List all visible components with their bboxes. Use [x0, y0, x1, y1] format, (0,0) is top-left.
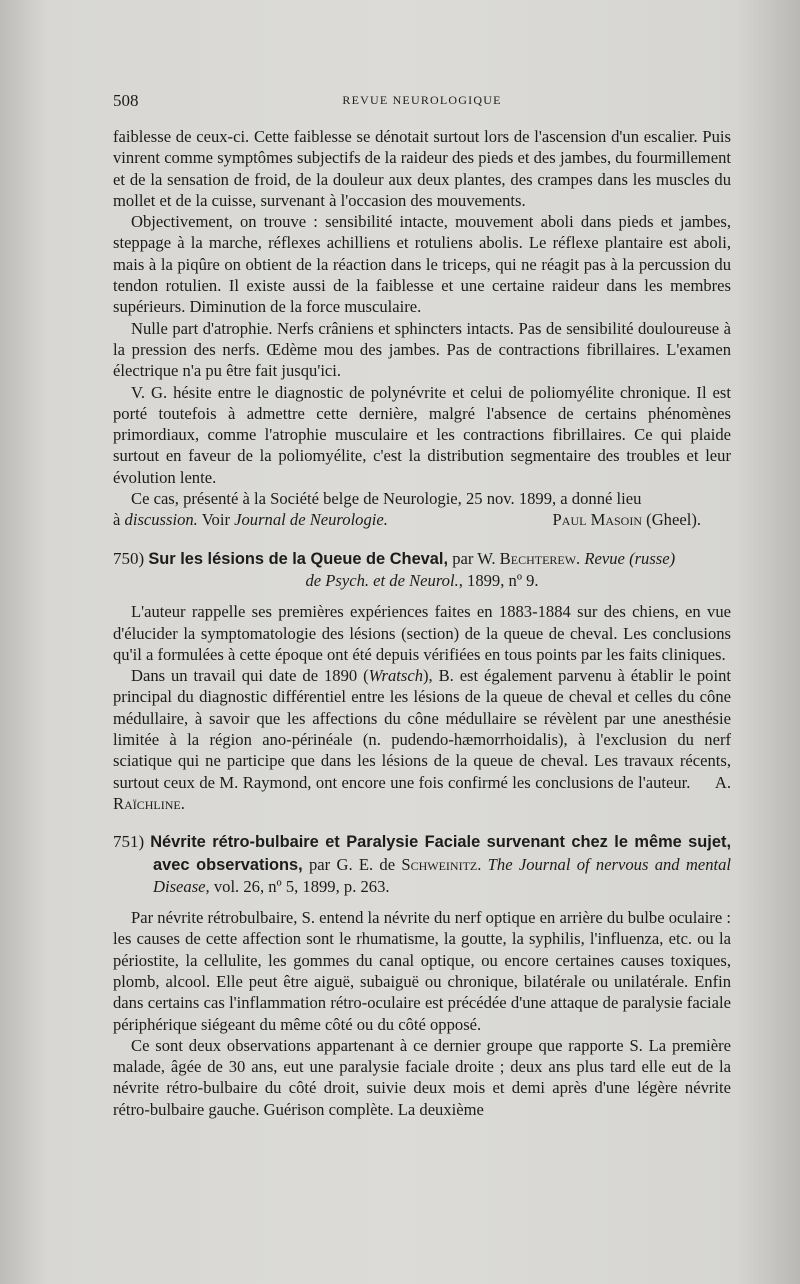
abstract-751 — [113, 831, 731, 1120]
abstract-citation: de Psych. et de Neurol., 1899, nº 9. — [305, 570, 539, 590]
paragraph: Dans un travail qui date de 1890 (Wratsch), B. est également parvenu à établir le point principal du diagnostic différentiel entre les lésions de la queue de cheval et celles du cône médullaire, à savoir que les affections du cône médullaire se révèlent par une anesthésie limitée à la région ano-périnéale (n. pudendo-hæmorrhoidalis), à l'exclusion du nerf sciatique qui ne participe que dans les lésions de la queue de cheval. Les travaux récents, surtout ceux de M. Raymond, ont encore une fois confirmé les conclusions de l'auteur. A. Raïchline. — [113, 666, 731, 813]
page-content — [113, 90, 731, 1120]
paragraph: Objectivement, on trouve : sensibilité intacte, mouvement aboli dans pieds et jambes, steppage à la marche, réflexes achilliens et rotuliens abolis. Le réflexe plantaire est aboli, mais à la piqûre on obtient de la réaction dans le triceps, qui ne réagit pas à la percussion du tendon rotulien. Il existe aussi de la faiblesse et une certaine raideur dans les membres supérieurs. Diminution de la force musculaire. — [113, 212, 731, 317]
paragraph: V. G. hésite entre le diagnostic de polynévrite et celui de poliomyélite chronique. Il est porté toutefois à admettre cette dernière, malgré l'absence de certains phénomènes primordiaux, comme l'atrophie musculaire et les contractions fibrillaires. Ce qui plaide surtout en faveur de la poliomyélite, c'est la distribution segmentaire des troubles et leur évolution lente. — [113, 382, 731, 487]
paragraph: Ce cas, présenté à la Société belge de Neurologie, 25 nov. 1899, a donné lieu — [131, 489, 642, 509]
abstract-author: Schweinitz. — [401, 854, 482, 874]
paragraph: Ce sont deux observations appartenant à ce dernier groupe que rapporte S. La première malade, âgée de 30 ans, eut une paralysie faciale droite ; deux ans plus tard elle eut de la névrite rétro-bulbaire du côté droit, suivie deux mois et demi après d'une légère névrite rétro-bulbaire gauche. Guérison complète. La deuxième — [113, 1035, 731, 1119]
abstract-author: Bechterew. — [499, 548, 581, 568]
abstract-heading: 750) Sur les lésions de la Queue de Cheval, par W. Bechterew. Revue (russe) de Psych. et de Neurol., 1899, nº 9. — [113, 548, 731, 592]
page-header — [113, 90, 731, 126]
abstract-750 — [113, 548, 731, 815]
reviewer-signature: A. Raïchline. — [113, 772, 731, 813]
paragraph: Nulle part d'atrophie. Nerfs crâniens et sphincters intacts. Pas de sensibilité douloureuse à la pression des nerfs. Œdème mou des jambes. Pas de contractions fibrillaires. L'examen électrique n'a pu être fait jusqu'ici. — [113, 318, 731, 381]
abstract-number: 750) — [113, 548, 145, 568]
paragraph: L'auteur rappelle ses premières expériences faites en 1883-1884 sur des chiens, en vue d'élucider la symptomatologie des lésions (section) de la queue de cheval. Les conclusions qu'il a formulées à cette époque ont été depuis vérifiées en tous points par les faits cliniques. — [113, 602, 731, 664]
continued-abstract — [113, 126, 731, 531]
author-signature: Paul Masoin (Gheel). — [552, 510, 701, 530]
page-number: 508 — [113, 91, 139, 110]
abstract-title: Névrite rétro-bulbaire et Paralysie Faciale survenant chez le même sujet, avec observations, — [150, 833, 731, 874]
closing-line — [113, 509, 731, 530]
abstract-title: Sur les lésions de la Queue de Cheval, — [148, 549, 449, 568]
abstract-number: 751) — [113, 832, 145, 852]
closing-reference: à discussion. Voir Journal de Neurologie. — [113, 510, 388, 530]
running-title: REVUE NEUROLOGIQUE — [342, 93, 502, 107]
abstract-heading: 751) Névrite rétro-bulbaire et Paralysie Faciale survenant chez le même sujet, avec observations, par G. E. de Schweinitz. The Journal of nervous and mental Disease, vol. 26, nº 5, 1899, p. 263. — [113, 832, 732, 896]
abstract-journal: The Journal of nervous and mental Disease, — [153, 854, 732, 896]
paragraph: faiblesse de ceux-ci. Cette faiblesse se dénotait surtout lors de l'ascension d'un escalier. Puis vinrent comme symptômes subjectifs de la raideur des pieds et des jambes, du fourmillement et de la sensation de froid, de la douleur aux deux plantes, des crampes dans les muscles du mollet et de la cuisse, survenant à l'occasion des mouvements. — [113, 127, 731, 210]
paragraph: Par névrite rétrobulbaire, S. entend la névrite du nerf optique en arrière du bulbe oculaire : les causes de cette affection sont le rhumatisme, la goutte, la syphilis, l'influenza, etc. ou la périostite, la cellulite, les gommes du canal optique, ou encore certaines causes toxiques, plomb, alcool. Elle peut être aiguë, subaiguë ou chronique, bilatérale ou unilatérale. Enfin dans certains cas l'inflammation rétro-oculaire est précédée d'une attaque de paralysie faciale périphérique siégeant du même côté ou du côté opposé. — [113, 908, 731, 1034]
